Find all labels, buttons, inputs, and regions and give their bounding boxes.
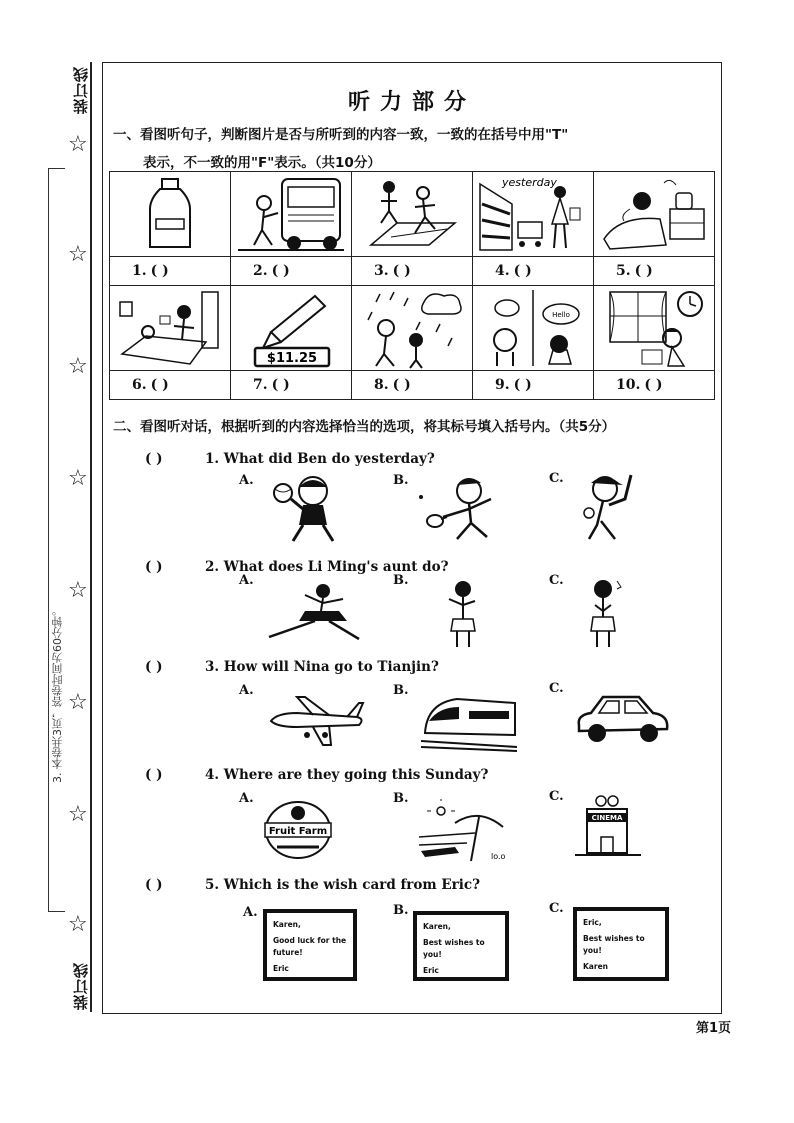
picture-item-9	[472, 285, 594, 400]
binding-label-top: 装订线	[72, 66, 90, 114]
star-icon: ☆	[68, 242, 88, 267]
car-icon[interactable]	[573, 691, 673, 749]
star-icon: ☆	[68, 466, 88, 491]
wish-card-b[interactable]	[413, 911, 509, 981]
star-icon: ☆	[68, 354, 88, 379]
answer-blank[interactable]: ( )	[513, 263, 532, 279]
svg-text:lo.o: lo.o	[491, 852, 506, 861]
answer-blank[interactable]: ( )	[392, 263, 411, 279]
rain-icon	[360, 288, 464, 368]
pen-icon	[241, 288, 341, 368]
hello-label: Hello	[552, 311, 570, 319]
item-number: 5.	[616, 263, 631, 279]
baseball-boy-icon[interactable]	[575, 469, 645, 545]
wish-card-a[interactable]	[263, 909, 357, 981]
item-number: 8.	[374, 377, 389, 393]
star-icon: ☆	[68, 802, 88, 827]
binding-line	[90, 62, 92, 1012]
option-c-label: C.	[549, 789, 564, 804]
picture-item-5	[593, 171, 715, 286]
item-number: 4.	[495, 263, 510, 279]
shopping-icon	[478, 174, 588, 254]
card-line: Best wishes to you!	[583, 934, 645, 955]
picture-item-8	[351, 285, 473, 400]
section1-instruction: 一、看图听句子，判断图片是否与所听到的内容一致，一致的在括号中用"T"	[113, 127, 569, 143]
exam-note-box	[48, 168, 65, 912]
card-line: Karen	[583, 961, 608, 971]
badminton-boy-icon[interactable]	[415, 473, 511, 545]
yesterday-label: yesterday	[502, 176, 557, 189]
answer-blank[interactable]: ( )	[145, 451, 163, 467]
cinema-icon[interactable]	[573, 795, 643, 861]
picture-item-2	[230, 171, 352, 286]
option-b-label: B.	[393, 791, 409, 806]
picture-item-3	[351, 171, 473, 286]
option-b-label: B.	[393, 683, 409, 698]
option-c-label: C.	[549, 681, 564, 696]
exam-frame	[102, 62, 722, 1014]
girl-at-window-icon	[602, 288, 706, 368]
bus-icon	[236, 175, 346, 253]
question-4	[145, 767, 488, 783]
option-a-label: A.	[239, 683, 254, 698]
card-line: Best wishes to you!	[423, 938, 485, 959]
cinema-label: CINEMA	[591, 814, 623, 822]
farm-label: Fruit Farm	[268, 826, 328, 837]
dancer-icon[interactable]	[265, 581, 365, 643]
picture-grid	[109, 171, 715, 399]
exam-note: 3. 本卷共3页，答卷时间为60分钟。	[51, 605, 64, 783]
card-line: Good luck for the future!	[273, 936, 347, 957]
phone-call-icon	[481, 288, 585, 368]
answer-blank[interactable]: ( )	[145, 877, 163, 893]
item-number: 7.	[253, 377, 268, 393]
section2-instruction: 二、看图听对话，根据听到的内容选择恰当的选项，将其标号填入括号内。（共5分）	[113, 419, 616, 435]
wish-card-c[interactable]	[573, 907, 669, 981]
answer-blank[interactable]: ( )	[634, 263, 653, 279]
option-b-label: B.	[393, 903, 409, 918]
page-title: 听力部分	[347, 90, 476, 115]
item-number: 3.	[374, 263, 389, 279]
item-number: 2.	[253, 263, 268, 279]
picture-item-4	[472, 171, 594, 286]
star-icon: ☆	[68, 690, 88, 715]
card-line: Eric	[273, 963, 289, 973]
option-c-label: C.	[549, 471, 564, 486]
answer-blank[interactable]: ( )	[644, 377, 663, 393]
answer-blank[interactable]: ( )	[145, 767, 163, 783]
picture-item-10	[593, 285, 715, 400]
question-text: 4. Where are they going this Sunday?	[205, 767, 489, 783]
answer-blank[interactable]: ( )	[150, 263, 169, 279]
kids-playing-icon	[367, 175, 457, 253]
answer-blank[interactable]: ( )	[392, 377, 411, 393]
card-line: Eric	[423, 965, 439, 975]
answer-blank[interactable]: ( )	[145, 659, 163, 675]
star-icon: ☆	[68, 912, 88, 937]
answer-blank[interactable]: ( )	[271, 377, 290, 393]
answer-blank[interactable]: ( )	[150, 377, 169, 393]
question-3	[145, 659, 439, 675]
section1-instruction-cont: 表示，不一致的用"F"表示。（共10分）	[143, 155, 381, 171]
question-text: 1. What did Ben do yesterday?	[205, 451, 435, 467]
question-text: 3. How will Nina go to Tianjin?	[205, 659, 439, 675]
option-c-label: C.	[549, 573, 564, 588]
picture-item-6	[109, 285, 231, 400]
binding-label-bottom: 装订线	[72, 962, 90, 1010]
question-5	[145, 877, 480, 893]
option-a-label: A.	[239, 573, 254, 588]
item-number: 6.	[132, 377, 147, 393]
picture-item-1	[109, 171, 231, 286]
picture-item-7	[230, 285, 352, 400]
page-number: 第1页	[696, 1021, 732, 1036]
answer-blank[interactable]: ( )	[513, 377, 532, 393]
question-text: 2. What does Li Ming's aunt do?	[205, 559, 449, 575]
train-icon[interactable]	[419, 689, 519, 751]
violinist-icon[interactable]	[441, 577, 481, 649]
beach-icon[interactable]	[415, 799, 525, 863]
question-1	[145, 451, 435, 467]
option-b-label: B.	[393, 473, 409, 488]
question-text: 5. Which is the wish card from Eric?	[205, 877, 481, 893]
airplane-icon[interactable]	[267, 695, 367, 747]
star-icon: ☆	[68, 132, 88, 157]
item-number: 10.	[616, 377, 641, 393]
card-line: Karen,	[273, 920, 301, 929]
option-c-label: C.	[549, 901, 564, 916]
item-number: 9.	[495, 377, 510, 393]
volleyball-boy-icon[interactable]	[263, 473, 353, 545]
singer-icon[interactable]	[581, 577, 627, 649]
star-icon: ☆	[68, 578, 88, 603]
option-a-label: A.	[239, 473, 254, 488]
option-b-label: B.	[393, 573, 409, 588]
answer-blank[interactable]: ( )	[271, 263, 290, 279]
price-label: $11.25	[266, 351, 318, 366]
option-a-label: A.	[243, 905, 258, 920]
item-number: 1.	[132, 263, 147, 279]
option-a-label: A.	[239, 791, 254, 806]
card-line: Eric,	[583, 918, 602, 927]
fruit-farm-icon[interactable]	[263, 799, 333, 861]
milk-bottle-icon	[140, 177, 200, 251]
card-line: Karen,	[423, 922, 451, 931]
answer-blank[interactable]: ( )	[145, 559, 163, 575]
sleeping-icon	[600, 175, 708, 253]
sick-in-bed-icon	[116, 288, 224, 368]
